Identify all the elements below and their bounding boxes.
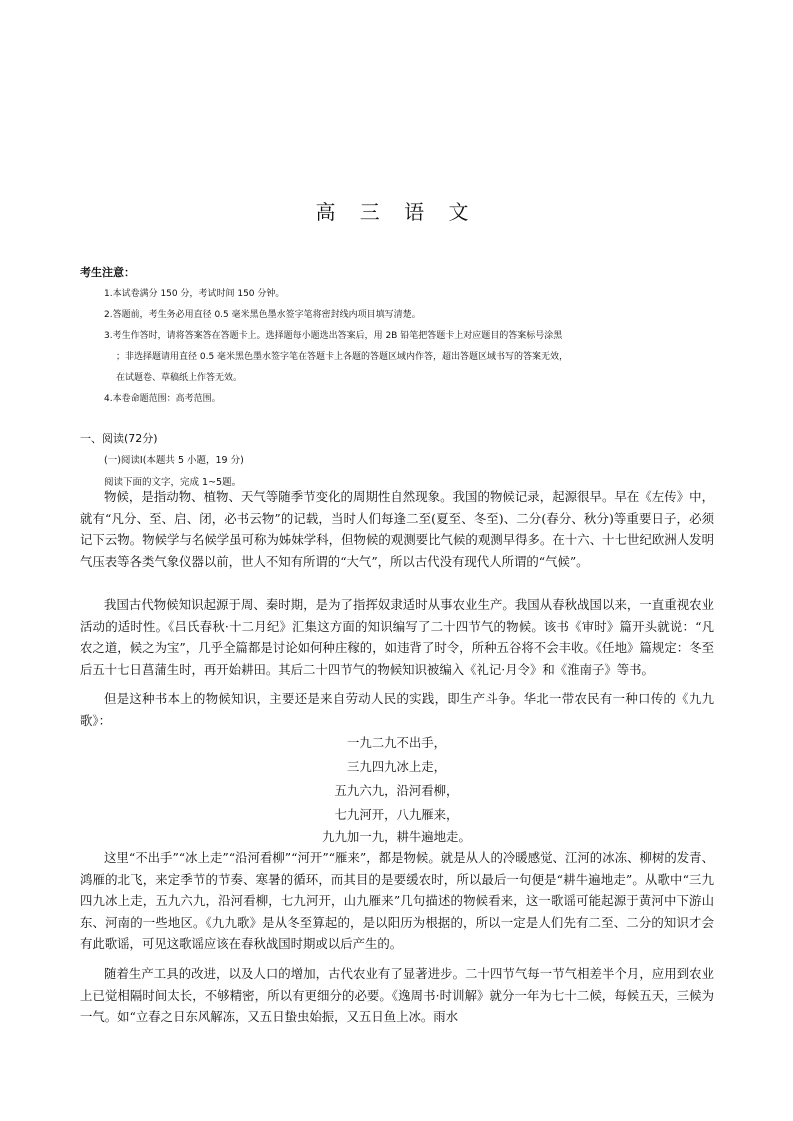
note-item-3-cont: ；非选择题请用直径 0.5 毫米黑色墨水签字笔在答题卡上各题的答题区域内作答，超出答题区域书写的答案无效， xyxy=(116,352,569,362)
note-item-4: 4.本卷命题范围：高考范围。 xyxy=(104,394,221,404)
reading-instruction: 阅读下面的文字，完成 1~5题。 xyxy=(104,477,242,488)
note-item-3-cont2: 在试题卷、草稿纸上作答无效。 xyxy=(116,373,243,383)
poem-line-4: 七九河开，八九雁来， xyxy=(334,807,459,822)
subsection-title: (一)阅读Ⅰ(本题共 5 小题，19 分) xyxy=(104,455,244,466)
note-item-1: 1.本试卷满分 150 分，考试时间 150 分钟。 xyxy=(104,289,285,299)
poem-line-5: 九九加一九，耕牛遍地走。 xyxy=(322,829,471,844)
paragraph-1: 物候，是指动物、植物、天气等随季节变化的周期性自然现象。我国的物候记录，起源很早。早在《左传》中，就有“凡分、至、启、闭，必书云物”的记载，当时人们每逢二至(夏至、冬至)、二分(春分、秋分)等重要日子，必须记下云物。物候学与名候学虽可称为姊妹学科，但物候的观测要比气候的观测早得多。在十六、十七世纪欧洲人发明气压表等各类气象仪器以前，世人不知有所谓的“大气”，所以古代没有现代人所谓的“气候”。 xyxy=(80,489,714,569)
poem-line-3: 五九六九，沿河看柳， xyxy=(334,783,459,798)
paragraph-2: 我国古代物候知识起源于周、秦时期，是为了指挥奴隶适时从事农业生产。我国从春秋战国以来，一直重视农业活动的适时性。《吕氏春秋·十二月纪》汇集这方面的知识编写了二十四节气的物候。该书《审时》篇开头就说：“凡农之道，候之为宝”，几乎全篇都是讨论如何种庄稼的，如违背了时令，所种五谷将不会丰收。《任地》篇规定：冬至后五十七日菖蒲生时，再开始耕田。其后二十四节气的物候知识被编入《礼记·月令》和《淮南子》等书。 xyxy=(80,597,714,677)
poem-line-2: 三九四九冰上走， xyxy=(346,759,447,774)
paragraph-5: 随着生产工具的改进，以及人口的增加，古代农业有了显著进步。二十四节气每一节气相差半个月，应用到农业上已觉相隔时间太长，不够精密，所以有更细分的必要。《逸周书·时训解》就分一年为七十二候，每候五天，三候为一气。如“立春之日东风解冻，又五日蛰虫始振，又五日鱼上冰。雨水 xyxy=(80,966,714,1025)
note-item-3: 3.考生作答时，请将答案答在答题卡上。选择题每小题选出答案后，用 2B 铅笔把答题卡上对应题目的答案标号涂黑 xyxy=(104,331,563,341)
note-item-2: 2.答题前，考生务必用直径 0.5 毫米黑色墨水签字笔将密封线内项目填写清楚。 xyxy=(104,310,421,320)
paragraph-4: 这里“不出手”“冰上走”“沿河看柳”“河开”“雁来”，都是物候。就是从人的冷暖感觉、江河的冰冻、柳树的发青、鸿雁的北飞，来定季节的节奏、寒暑的循环，而其目的是要缓农时，所以最后一句便是“耕牛遍地走”。从歌中“三九四九冰上走，五九六九，沿河看柳，七九河开，山九雁来”几句描述的物候看来，这一歌谣可能起源于黄河中下游山东、河南的一些地区。《九九歌》是从冬至算起的，是以阳历为根据的，所以一定是人们先有二至、二分的知识才会有此歌谣，可见这歌谣应该在春秋战国时期或以后产生的。 xyxy=(80,850,714,952)
paragraph-3: 但是这种书本上的物候知识，主要还是来自劳动人民的实践，即生产斗争。华北一带农民有一种口传的《九九歌》： xyxy=(80,691,714,728)
poem-line-1: 一九二九不出手， xyxy=(346,735,447,750)
section-title: 一、阅读(72分) xyxy=(80,432,158,445)
notes-heading: 考生注意： xyxy=(80,266,135,279)
page-title: 高 三 语 文 xyxy=(315,200,478,224)
